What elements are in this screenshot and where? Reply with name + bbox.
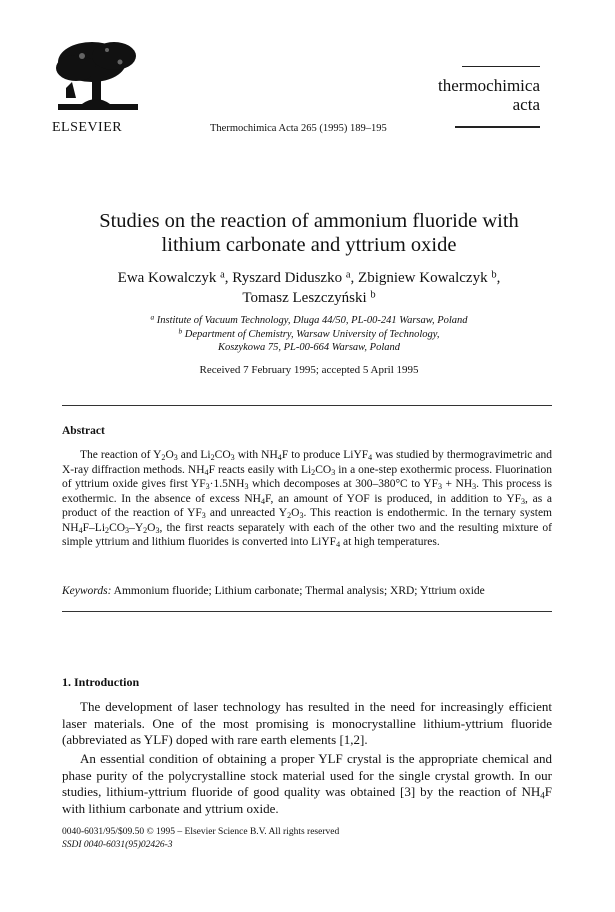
formula-nh4f: $NH_4F$ [521,784,552,801]
header-rule-bottom [455,126,540,128]
received-dates: Received 7 February 1995; accepted 5 April 1995 [199,364,419,376]
keywords-text: Ammonium fluoride; Lithium carbonate; Thermal analysis; XRD; Yttrium oxide [113,585,485,597]
footer-copyright: 0040-6031/95/$09.50 © 1995 – Elsevier Science B.V. All rights reserved [62,827,340,837]
formula-y2o3: $Y_2O_3$ [278,507,304,520]
affiliation-line: $^b$ Department of Chemistry, Warsaw University of Technology, [178,326,440,340]
affiliation-line: $^a$ Institute of Vacuum Technology, Dluga 44/50, PL-00-241 Warsaw, Poland [150,312,468,326]
journal-name [438,76,540,114]
affiliations [60,314,558,355]
author-name: Zbigniew Kowalczyk $^b$ [358,269,497,286]
elsevier-tree-logo [52,38,144,114]
journal-name-line2: acta [512,95,540,114]
section-heading-introduction: 1. Introduction [62,675,140,689]
formula-nh3: $NH_3$ [455,478,477,491]
formula-ternary: $NH_4F-Li_2CO_3-Y_2O_3$ [62,521,160,535]
formula-y2o3: $Y_2O_3$ [153,449,178,462]
journal-name-line1: thermochimica [438,76,540,95]
author-name: Ryszard Diduszko $^a$ [232,269,351,286]
formula-yf3: $YF_3$ [423,478,442,491]
keywords-label: Keywords: [62,585,112,597]
formula-li2co3: $Li_2CO_3$ [300,463,336,477]
copyright-footer [62,826,339,851]
formula-liyf4: LiYF$_4$ [311,536,341,549]
intro-paragraph-2: An essential condition of obtaining a proper YLF crystal is the appropriate chemical and phase purity of the polycrystalline stock material used for the single crystal growth. In our studies, lithium-yttrium fluoride of good quality was obtained [3] by the reaction of $NH_4F$ with lithium carbonate and yttrium oxide. [62,751,552,816]
formula-yf3: $YF_3$ [506,492,526,506]
keywords [62,585,552,597]
author-list: Ewa Kowalczyk $^a$, Ryszard Diduszko $^a$, Zbigniew Kowalczyk $^b$, Tomasz Leszczyński $^b$ [117,269,501,306]
formula-liyf4: LiYF$_4$ [343,449,373,462]
author-name: Tomasz Leszczyński $^b$ [242,289,376,306]
formula-li2co3: $Li_2CO_3$ [200,449,235,462]
formula-nh4f: $NH_4F$ [261,449,289,462]
journal-citation: Thermochimica Acta 265 (1995) 189–195 [210,123,387,134]
affiliation-line: Koszykowa 75, PL-00-664 Warsaw, Poland [217,342,400,353]
abstract-heading: Abstract [62,425,105,437]
author-name: Ewa Kowalczyk $^a$ [117,269,225,286]
formula-yf3: $YF_3$ [187,507,206,520]
formula-nh4f: $NH_4F$ [187,463,215,477]
formula-yf3-15nh3: $YF_3\cdot 1.5NH_3$ [190,478,249,491]
intro-paragraph-1: The development of laser technology has resulted in the need for increasingly efficient laser materials. One of the most promising is monocrystalline lithium-yttrium fluoride (abbreviated as YLF) doped with rare earth elements [1,2]. [62,699,552,747]
footer-ssdi: SSDI 0040-6031(95)02426-3 [62,839,173,850]
rule-below-keywords [62,611,552,612]
formula-nh4f: $NH_4F$ [244,492,271,506]
article-title: Studies on the reaction of ammonium fluoride with lithium carbonate and yttrium oxide [99,210,519,256]
header-rule-top [462,66,540,67]
publisher-name: ELSEVIER [52,120,123,135]
rule-above-abstract [62,405,552,406]
abstract-text: The reaction of $Y_2O_3$ and $Li_2CO_3$ with $NH_4F$ to produce LiYF$_4$ was studied by thermogravimetric and X-ray diffraction methods. $NH_4F$ reacts easily with $Li_2CO_3$ in a one-step exothermic process. Fluorination of yttrium oxide gives first $YF_3\cdot 1.5NH_3$ which decomposes at 300–380°C to $YF_3 + NH_3$. This process is exothermic. In the absence of excess $NH_4F$, an amount of YOF is produced, in addition to $YF_3$, as a product of the reaction of $YF_3$ and unreacted $Y_2O_3$. This reaction is endothermic. In the ternary system $NH_4F-Li_2CO_3-Y_2O_3$, the first reacts separately with each of the other two and the resulting mixture of simple yttrium and lithium fluorides is converted into LiYF$_4$ at high temperatures. [62,449,553,549]
